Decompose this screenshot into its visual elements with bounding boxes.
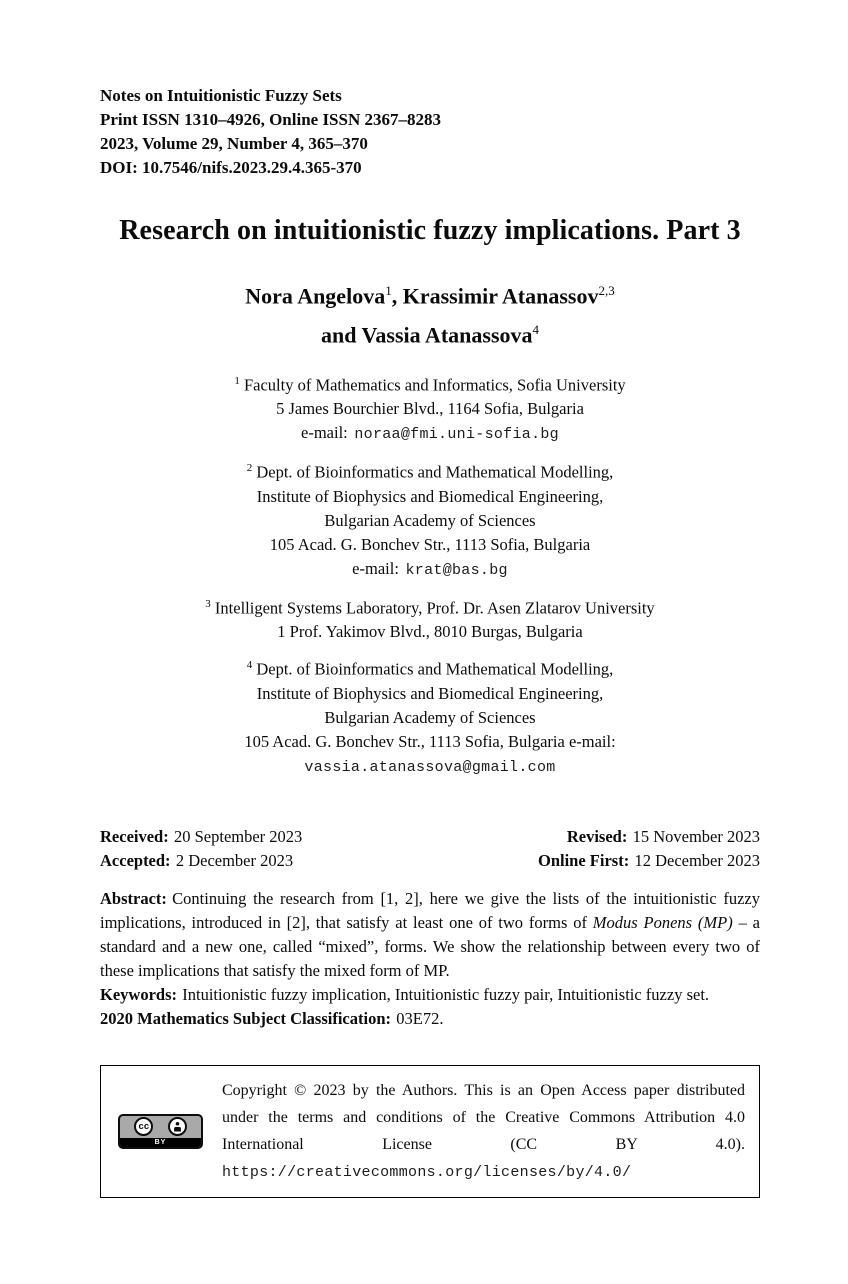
author-name: Nora Angelova [245,283,386,309]
affiliation-text: Faculty of Mathematics and Informatics, Sofia University [243,375,626,395]
authors-line-1 [100,274,760,313]
affiliation-line [100,592,760,621]
affiliation-email-line [100,557,760,583]
affiliation-email-line [100,421,760,447]
cc-letters: cc [138,1121,150,1133]
affiliation-text: Dept. of Bioinformatics and Mathematical Modelling, [256,462,614,482]
affiliation-line: 105 Acad. G. Bonchev Str., 1113 Sofia, Bulgaria [269,534,591,554]
abstract-label: Abstract: [100,888,167,908]
accepted-label: Accepted: [100,850,171,870]
received-label: Received: [100,826,169,846]
abstract-section [100,887,760,1031]
online-first-value: 12 December 2023 [634,850,760,870]
copyright-box [100,1065,760,1198]
doi-line: DOI: 10.7546/nifs.2023.29.4.365-370 [100,158,362,177]
revised-date [567,825,760,849]
email-label: e-mail: [301,423,348,443]
revised-label: Revised: [566,826,628,846]
affiliation-3 [100,592,760,645]
affiliation-marker: 1 [234,374,240,387]
affiliation-4 [100,653,760,780]
author-separator: , [391,283,403,309]
author-name: and Vassia Atanassova [320,322,533,348]
affiliation-marker: 4 [246,659,253,672]
affiliation-1 [100,369,760,448]
affiliation-email-line [100,754,760,780]
affiliation-line: Institute of Biophysics and Biomedical Engineering, [256,683,604,703]
email-link[interactable]: krat@bas.bg [405,561,508,579]
journal-header [100,84,760,180]
article-dates [100,825,760,873]
affiliation-line [100,653,760,682]
online-first-label: Online First: [537,850,630,870]
authors-line-2 [100,313,760,352]
msc-text: 03E72. [396,1008,444,1028]
affiliation-line: Bulgarian Academy of Sciences [324,707,536,727]
paper-page [100,84,760,1198]
author-affiliation-superscript: 1 [385,283,392,298]
accepted-value: 2 December 2023 [175,850,294,870]
affiliation-line [100,369,760,398]
accepted-date [100,849,293,873]
copyright-statement: Copyright © 2023 by the Authors. This is an Open Access paper distributed under the terms and conditions of the Creative Commons Attribution 4.0 International License (CC BY 4.0). [222,1081,745,1153]
email-link[interactable]: vassia.atanassova@gmail.com [304,758,556,776]
keywords-line [100,983,760,1007]
affiliation-line: 105 Acad. G. Bonchev Str., 1113 Sofia, Bulgaria e-mail: [244,731,616,751]
affiliation-2 [100,456,760,583]
license-url-link[interactable]: https://creativecommons.org/licenses/by/4.0/ [222,1163,632,1181]
keywords-label: Keywords: [100,984,177,1004]
email-label: e-mail: [352,558,399,578]
cc-by-strip [120,1138,201,1147]
issn-line: Print ISSN 1310–4926, Online ISSN 2367–8283 [100,110,441,129]
creative-commons-icon [134,1117,153,1136]
affiliation-marker: 2 [246,462,253,475]
author-affiliation-superscript: 4 [532,322,540,338]
msc-line [100,1007,760,1031]
affiliation-text: Dept. of Bioinformatics and Mathematical Modelling, [256,659,614,679]
author-name: Krassimir Atanassov [402,283,599,309]
cc-by-badge [118,1114,203,1149]
affiliation-line: 5 James Bourchier Blvd., 1164 Sofia, Bulgaria [276,399,584,419]
keywords-text: Intuitionistic fuzzy implication, Intuitionistic fuzzy pair, Intuitionistic fuzzy set. [182,984,710,1004]
received-date [100,825,302,849]
affiliation-line: Bulgarian Academy of Sciences [324,510,536,530]
affiliation-line: Institute of Biophysics and Biomedical Engineering, [256,486,604,506]
author-affiliation-superscript: 2,3 [598,283,615,298]
affiliations-block [100,369,760,780]
email-link[interactable]: noraa@fmi.uni-sofia.bg [354,426,559,444]
copyright-text [222,1077,745,1186]
affiliation-marker: 3 [205,597,211,610]
abstract-italic-phrase: Modus Ponens (MP) [592,912,733,932]
affiliation-line: 1 Prof. Yakimov Blvd., 8010 Burgas, Bulgaria [277,622,583,642]
paper-title: Research on intuitionistic fuzzy implications. Part 3 [119,215,741,246]
volume-issue-line: 2023, Volume 29, Number 4, 365–370 [100,134,368,153]
received-value: 20 September 2023 [173,826,303,846]
msc-label: 2020 Mathematics Subject Classification: [100,1008,392,1028]
abstract-text: – a standard and a new one, called “mixed”, forms. We show the relationship between every two of these implications that satisfy the mixed form of MP. [100,912,760,980]
dates-row-2 [100,849,760,873]
attribution-person-icon [168,1117,187,1136]
revised-value: 15 November 2023 [632,826,760,846]
abstract-text: Continuing the research from [1, 2], here we give the lists of the intuitionistic fuzzy implications, introduced in [2], that satisfy at least one of two forms of [100,888,760,932]
abstract-paragraph [100,887,760,983]
affiliation-line [100,456,760,485]
online-first-date [538,849,760,873]
dates-row-1 [100,825,760,849]
authors-block [100,274,760,353]
by-label: BY [154,1138,167,1146]
affiliation-text: Intelligent Systems Laboratory, Prof. Dr. Asen Zlatarov University [214,598,655,618]
cc-badge-icons [120,1116,201,1138]
journal-name: Notes on Intuitionistic Fuzzy Sets [100,86,342,105]
